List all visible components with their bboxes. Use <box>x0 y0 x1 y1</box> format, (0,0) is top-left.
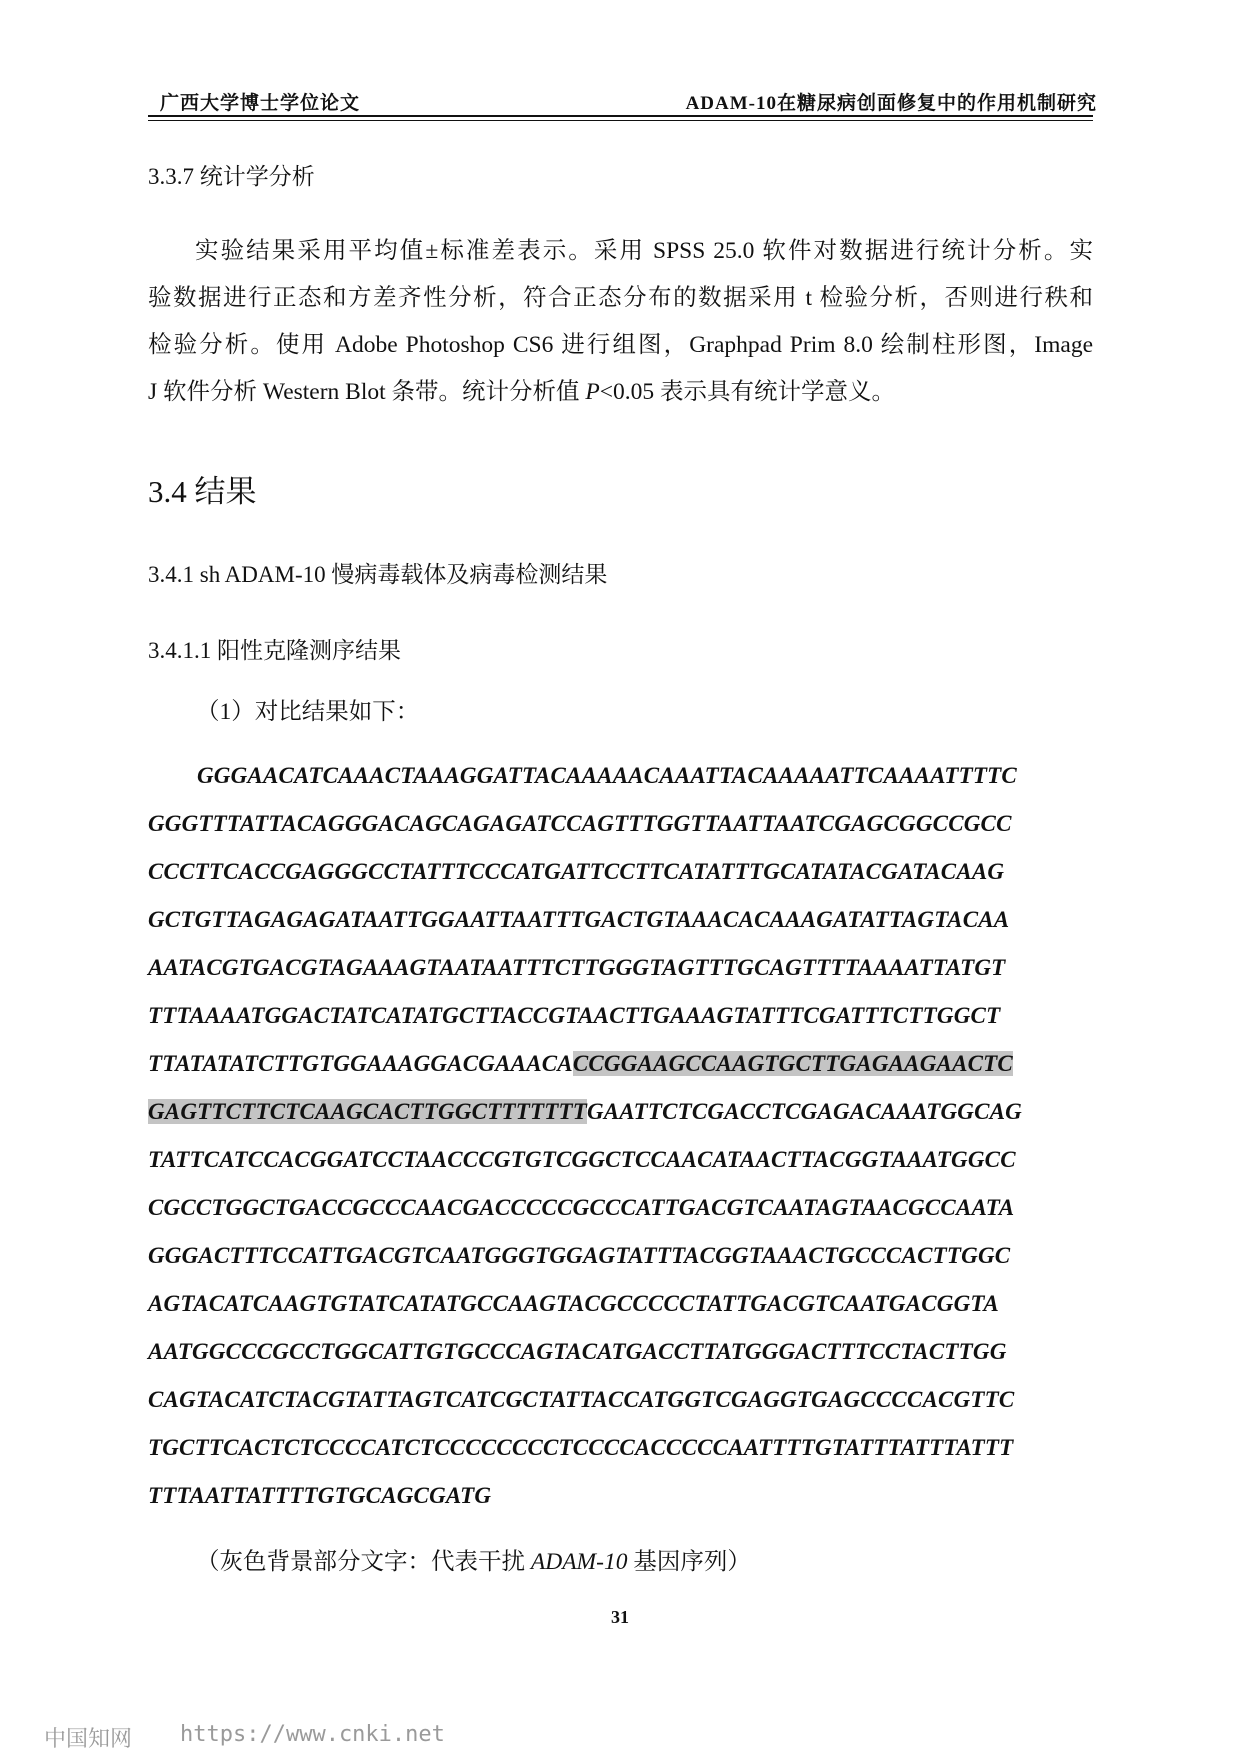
sequence-line: TGCTTCACTCTCCCCATCTCCCCCCCCTCCCCACCCCCAATTTTGTATTTATTTATTT <box>148 1435 1014 1460</box>
sequence-line: AGTACATCAAGTGTATCATATGCCAAGTACGCCCCCTATTGACGTCAATGACGGTA <box>148 1291 999 1316</box>
paragraph-line: 检验分析。使用 Adobe Photoshop CS6 进行组图，Graphpad Prim 8.0 绘制柱形图，Image <box>148 332 1093 358</box>
sequence-segment: GAATTCTCGACCTCGAGACAAATGGCAG <box>586 1099 1022 1124</box>
sequence-line: TTTAAAATGGACTATCATATGCTTACCGTAACTTGAAAGTATTTCGATTTCTTGGCT <box>148 1003 1001 1028</box>
gene-name: ADAM-10 <box>530 1549 628 1575</box>
sequence-line: AATACGTGACGTAGAAAGTAATAATTTCTTGGGTAGTTTGCAGTTTTAAAATTATGT <box>148 955 1006 980</box>
section-3-4-1-heading: 3.4.1 sh ADAM-10 慢病毒载体及病毒检测结果 <box>148 562 608 587</box>
header-rule-thin <box>148 120 1093 121</box>
sequence-footnote <box>196 1542 751 1576</box>
comparison-item-label: （1）对比结果如下： <box>196 699 420 725</box>
section-3-3-7-heading: 3.3.7 统计学分析 <box>148 164 315 189</box>
sequence-line <box>148 1040 1093 1088</box>
sequence-block <box>148 752 1093 1520</box>
page-number: 31 <box>611 1607 629 1627</box>
sequence-line: GCTGTTAGAGAGATAATTGGAATTAATTTGACTGTAAACACAAAGATATTAGTACAA <box>148 907 1010 932</box>
paragraph-line: J 软件分析 Western Blot 条带。统计分析值 P<0.05 表示具有统计学意义。 <box>148 379 896 405</box>
sequence-line: CAGTACATCTACGTATTAGTCATCGCTATTACCATGGTCGAGGTGAGCCCCACGTTC <box>148 1387 1015 1412</box>
statistics-paragraph <box>148 228 1093 416</box>
header-thesis-title: 广西大学博士学位论文 <box>160 93 361 114</box>
sequence-line: TTTAATTATTTTGTGCAGCGATG <box>148 1483 492 1508</box>
cnki-watermark-url: https://www.cnki.net <box>180 1722 445 1747</box>
header-chapter-title: ADAM-10在糖尿病创面修复中的作用机制研究 <box>685 93 1097 114</box>
sequence-line: GGGTTTATTACAGGGACAGCAGAGATCCAGTTTGGTTAATTAATCGAGCGGCCGCC <box>148 811 1012 836</box>
highlighted-target-sequence: GAGTTCTTCTCAAGCACTTGGCTTTTTTT <box>148 1099 587 1124</box>
header-rule-thick <box>148 115 1093 117</box>
sequence-line: TATTCATCCACGGATCCTAACCCGTGTCGGCTCCAACATAACTTACGGTAAATGGCC <box>148 1147 1016 1172</box>
sequence-segment: TTATATATCTTGTGGAAAGGACGAAACA <box>148 1051 573 1076</box>
sequence-line: CGCCTGGCTGACCGCCCAACGACCCCCGCCCATTGACGTCAATAGTAACGCCAATA <box>148 1195 1015 1220</box>
paragraph-line: 验数据进行正态和方差齐性分析，符合正态分布的数据采用 t 检验分析，否则进行秩和 <box>148 285 1093 311</box>
sequence-line: GGGACTTTCCATTGACGTCAATGGGTGGAGTATTTACGGTAAACTGCCCACTTGGC <box>148 1243 1011 1268</box>
sequence-line: AATGGCCCGCCTGGCATTGTGCCCAGTACATGACCTTATGGGACTTTCCTACTTGG <box>148 1339 1007 1364</box>
sequence-line <box>148 1088 1093 1136</box>
paragraph-line: 实验结果采用平均值±标准差表示。采用 SPSS 25.0 软件对数据进行统计分析。实 <box>195 238 1093 264</box>
sequence-line: CCCTTCACCGAGGGCCTATTTCCCATGATTCCTTCATATTTGCATATACGATACAAG <box>148 859 1005 884</box>
cnki-watermark-brand: 中国知网 <box>44 1726 133 1751</box>
p-value-symbol: P <box>585 379 600 405</box>
footnote-prefix: （灰色背景部分文字：代表干扰 <box>196 1549 531 1575</box>
section-3-4-heading: 3.4 结果 <box>148 474 257 509</box>
footnote-suffix: 基因序列） <box>627 1549 751 1575</box>
sequence-line: GGGAACATCAAACTAAAGGATTACAAAAACAAATTACAAAAATTCAAAATTTTC <box>197 763 1017 788</box>
highlighted-target-sequence: CCGGAAGCCAAGTGCTTGAGAAGAACTC <box>572 1051 1013 1076</box>
section-3-4-1-1-heading: 3.4.1.1 阳性克隆测序结果 <box>148 638 401 663</box>
